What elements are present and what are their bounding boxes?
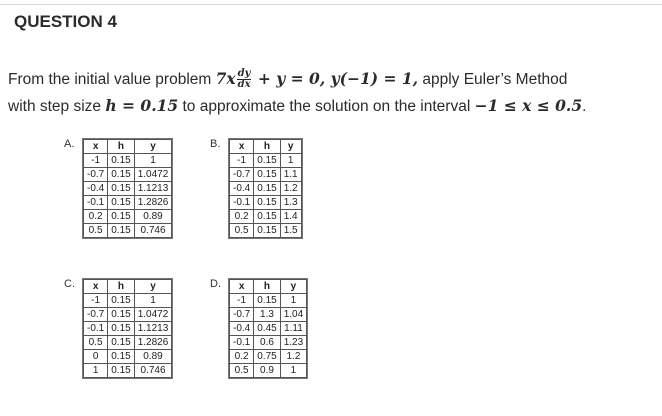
table-cell: 0.15 <box>254 182 280 196</box>
table-row <box>230 196 302 210</box>
option-a-table <box>83 139 172 238</box>
table-row <box>230 210 302 224</box>
column-header: y <box>134 280 172 294</box>
table-header-row <box>230 280 307 294</box>
question-line2-mid: to approximate the solution on the interval <box>178 98 475 115</box>
question-line1-suffix: apply Euler’s Method <box>418 71 568 88</box>
column-header: h <box>254 280 280 294</box>
table-cell: -1 <box>230 154 254 168</box>
table-cell: 0.15 <box>108 364 134 378</box>
table-cell: -0.4 <box>230 182 254 196</box>
table-cell: 0.15 <box>254 210 280 224</box>
question-text <box>8 66 658 120</box>
option-b-label: B. <box>210 138 221 150</box>
table-cell: 0.15 <box>108 182 134 196</box>
table-row <box>84 350 172 364</box>
table-cell: 1.11 <box>280 322 306 336</box>
column-header: h <box>254 140 280 154</box>
equation-rest: + y = 0, y(−1) = 1, <box>252 69 419 88</box>
table-cell: -0.1 <box>84 196 108 210</box>
table-cell: 0.15 <box>108 336 134 350</box>
table-cell: 0.15 <box>254 196 280 210</box>
option-d-label: D. <box>210 278 221 290</box>
table-row <box>84 210 172 224</box>
table-cell: 0.746 <box>134 364 172 378</box>
derivative-numerator: dy <box>237 68 251 80</box>
derivative-fraction <box>237 69 252 90</box>
table-cell: -1 <box>84 294 108 308</box>
table-cell: 1.04 <box>280 308 306 322</box>
option-b-table <box>229 139 302 238</box>
table-cell: 1.2 <box>280 350 306 364</box>
interval: −1 ≤ x ≤ 0.5 <box>474 96 583 115</box>
table-cell: 1.1213 <box>134 182 172 196</box>
table-cell: 0.15 <box>254 294 280 308</box>
table-cell: -0.1 <box>230 196 254 210</box>
table-row <box>84 196 172 210</box>
table-row <box>230 364 307 378</box>
table-cell: 1 <box>280 294 306 308</box>
table-cell: 1.3 <box>280 196 301 210</box>
table-cell: 0.15 <box>108 196 134 210</box>
table-cell: 0.15 <box>254 168 280 182</box>
table-cell: 1.3 <box>254 308 280 322</box>
table-cell: 0.5 <box>84 224 108 238</box>
table-cell: 0.15 <box>108 154 134 168</box>
question-line2-end: . <box>582 98 587 115</box>
table-cell: -0.7 <box>230 308 254 322</box>
table-cell: 1 <box>134 154 172 168</box>
table-row <box>84 336 172 350</box>
table-cell: 1.23 <box>280 336 306 350</box>
table-row <box>84 224 172 238</box>
table-cell: 0.15 <box>108 210 134 224</box>
question-line1-prefix: From the initial value problem <box>8 71 216 88</box>
table-row <box>84 294 172 308</box>
table-cell: 0.15 <box>108 294 134 308</box>
table-cell: 0.5 <box>230 364 254 378</box>
table-cell: -0.1 <box>230 336 254 350</box>
table-cell: 0.75 <box>254 350 280 364</box>
table-row <box>230 350 307 364</box>
table-cell: 0.89 <box>134 210 172 224</box>
column-header: x <box>230 280 254 294</box>
option-c-label: C. <box>64 278 75 290</box>
table-cell: 1.5 <box>280 224 301 238</box>
table-cell: -1 <box>84 154 108 168</box>
table-row <box>230 168 302 182</box>
table-cell: 1.1 <box>280 168 301 182</box>
option-d-table <box>229 279 307 378</box>
table-row <box>230 154 302 168</box>
derivative-denominator: dx <box>237 79 251 91</box>
question-title: QUESTION 4 <box>14 12 117 31</box>
table-cell: -0.7 <box>84 308 108 322</box>
table-header-row <box>84 140 172 154</box>
column-header: h <box>108 140 134 154</box>
table-cell: 0 <box>84 350 108 364</box>
column-header: x <box>84 280 108 294</box>
option-a-label: A. <box>64 138 75 150</box>
table-cell: 0.6 <box>254 336 280 350</box>
table-cell: 0.15 <box>108 168 134 182</box>
table-cell: 1.2826 <box>134 196 172 210</box>
question-line2-prefix: with step size <box>8 98 106 115</box>
table-cell: 1.2826 <box>134 336 172 350</box>
option-a-table-box <box>82 138 173 239</box>
table-cell: 0.2 <box>84 210 108 224</box>
table-cell: -0.7 <box>230 168 254 182</box>
table-row <box>84 322 172 336</box>
table-row <box>230 308 307 322</box>
option-c-table-box <box>82 278 173 379</box>
table-cell: -0.4 <box>230 322 254 336</box>
table-cell: 0.5 <box>230 224 254 238</box>
column-header: x <box>230 140 254 154</box>
table-cell: 0.15 <box>254 224 280 238</box>
table-cell: 1.0472 <box>134 308 172 322</box>
table-cell: 0.2 <box>230 210 254 224</box>
table-row <box>230 182 302 196</box>
option-c-table <box>83 279 172 378</box>
table-cell: -1 <box>230 294 254 308</box>
table-header-row <box>230 140 302 154</box>
column-header: y <box>134 140 172 154</box>
table-cell: 0.15 <box>108 350 134 364</box>
table-cell: 1.4 <box>280 210 301 224</box>
table-cell: 0.15 <box>254 154 280 168</box>
table-cell: -0.1 <box>84 322 108 336</box>
table-cell: -0.4 <box>84 182 108 196</box>
table-row <box>84 364 172 378</box>
table-row <box>230 336 307 350</box>
table-cell: 0.89 <box>134 350 172 364</box>
table-cell: 0.15 <box>108 322 134 336</box>
table-cell: 1.2 <box>280 182 301 196</box>
table-cell: 0.45 <box>254 322 280 336</box>
column-header: y <box>280 140 301 154</box>
table-row <box>230 224 302 238</box>
table-cell: -0.7 <box>84 168 108 182</box>
table-cell: 0.2 <box>230 350 254 364</box>
table-cell: 0.9 <box>254 364 280 378</box>
table-cell: 1 <box>84 364 108 378</box>
equation-coefficient: 7x <box>215 69 236 88</box>
option-d-table-box <box>228 278 308 379</box>
table-cell: 1 <box>134 294 172 308</box>
table-cell: 1 <box>280 364 306 378</box>
column-header: y <box>280 280 306 294</box>
table-row <box>84 168 172 182</box>
column-header: x <box>84 140 108 154</box>
top-divider <box>0 4 662 5</box>
table-cell: 1 <box>280 154 301 168</box>
table-row <box>84 154 172 168</box>
table-row <box>230 322 307 336</box>
column-header: h <box>108 280 134 294</box>
step-size: h = 0.15 <box>105 96 179 115</box>
table-row <box>84 308 172 322</box>
table-row <box>230 294 307 308</box>
table-cell: 0.15 <box>108 308 134 322</box>
table-cell: 0.5 <box>84 336 108 350</box>
table-header-row <box>84 280 172 294</box>
table-cell: 0.746 <box>134 224 172 238</box>
table-row <box>84 182 172 196</box>
table-cell: 1.1213 <box>134 322 172 336</box>
option-b-table-box <box>228 138 303 239</box>
table-cell: 1.0472 <box>134 168 172 182</box>
table-cell: 0.15 <box>108 224 134 238</box>
